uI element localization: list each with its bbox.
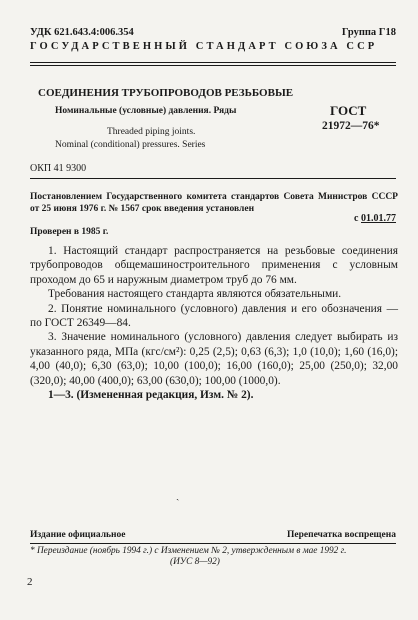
udk-code: УДК 621.643.4:006.354 [30,27,134,38]
tick-mark: ˎ [176,490,180,501]
paragraph: Требования настоящего стандарта являются обязательными. [48,288,342,301]
effective-date-value: 01.01.77 [361,213,396,224]
footer-rule [30,543,396,544]
body-text [30,244,398,402]
reprint-prohibited: Перепечатка воспрещена [286,530,396,540]
document-title-en: Threaded piping joints. [107,127,196,137]
gost-label: ГОСТ [330,103,367,118]
page-number: 2 [27,576,33,588]
header-rule-thick [30,62,396,63]
okp-code: ОКП 41 9300 [30,163,87,174]
effective-date-prefix: с [354,213,361,224]
gost-number: 21972—76* [322,120,380,132]
document-title-ru: СОЕДИНЕНИЯ ТРУБОПРОВОДОВ РЕЗЬБОВЫЕ [38,87,294,99]
document-subtitle-ru: Номинальные (условные) давления. Ряды [55,106,237,116]
group-code: Группа Г18 [341,27,396,38]
okp-rule [30,178,396,179]
footnote-line-2: (ИУС 8—92) [170,557,220,567]
official-edition: Издание официальное [30,530,126,540]
checked-year: Проверен в 1985 г. [30,227,109,237]
state-standard-heading: ГОСУДАРСТВЕННЫЙ СТАНДАРТ СОЮЗА ССР [30,41,378,52]
footnote-line-1: * Переиздание (ноябрь 1994 г.) с Изменением № 2, утвержденным в мае 1992 г. [30,546,347,556]
decree-text: Постановлением Государственного комитета стандартов Совета Министров СССР от 25 июня 1976 г. № 1567 срок введения установлен [30,192,398,214]
revision-note: 1—3. (Измененная редакция, Изм. № 2). [48,389,254,402]
paragraph: 3. Значение номинального (условного) давления следует выбирать из указанного ряда, МПа (кгс/см²): 0,25 (2,5); 0,63 (6,3); 1,0 (10,0); 1,60 (16,0); 4,00 (40,0); 6,30 (63,0); 10,00 (100,0); 16,00 (160,0); 25,00 (250,0); 32,00 (320,0); 40,00 (400,0); 63,00 (630,0); 100,00 (1000,0). [30,331,398,387]
header-rule-thin [30,65,396,66]
paragraph: 2. Понятие номинального (условного) давления и его обозначения — по ГОСТ 26349—84. [30,302,398,330]
effective-date [354,213,396,224]
paragraph: 1. Настоящий стандарт распространяется на резьбовые соединения трубопроводов общемашиностроительного применения с условным проходом до 65 и наружным диаметром труб до 76 мм. [30,245,398,286]
document-subtitle-en: Nominal (conditional) pressures. Series [55,140,206,150]
